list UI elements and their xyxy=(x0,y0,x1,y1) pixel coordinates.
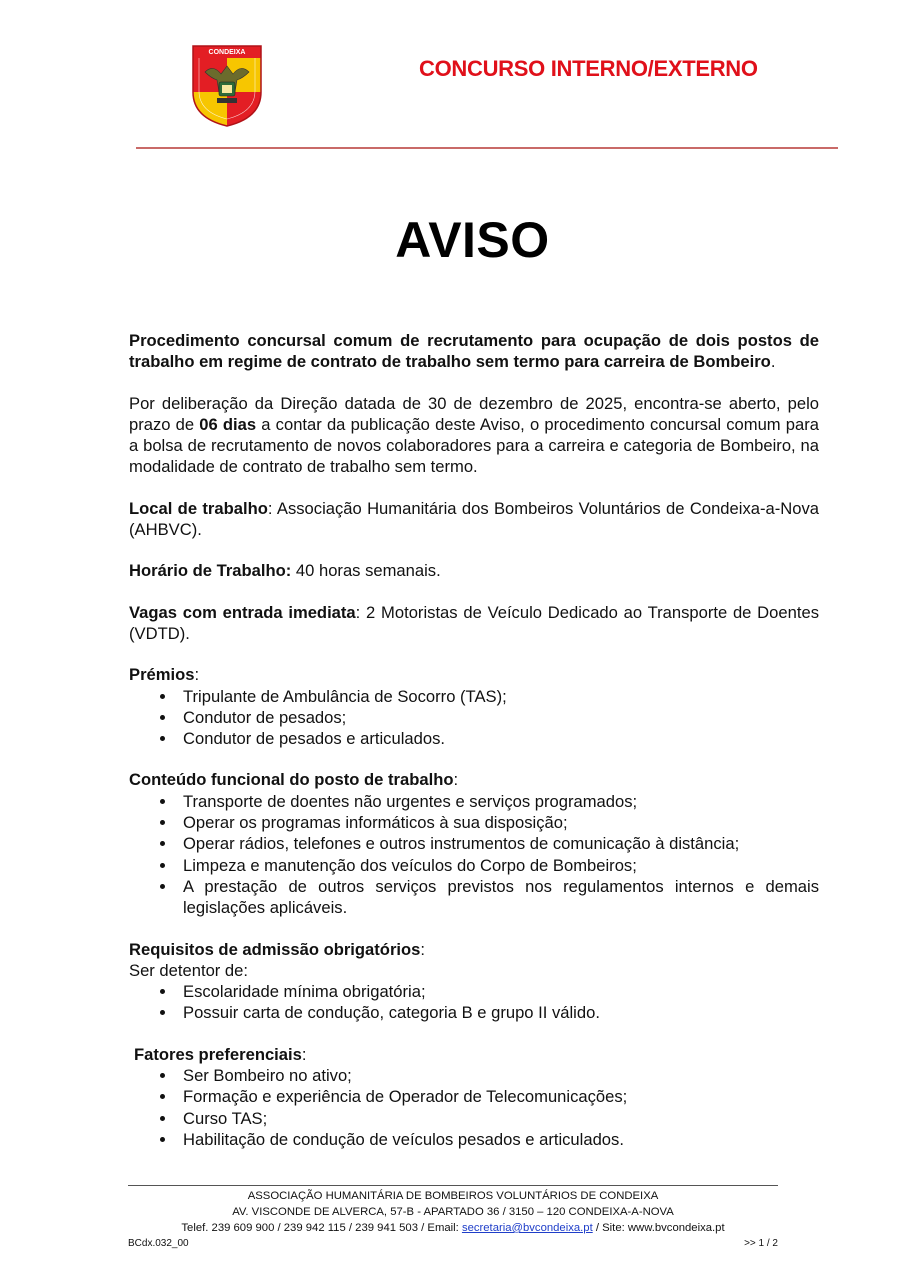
footer-address: AV. VISCONDE DE ALVERCA, 57-B - APARTADO 36 / 3150 – 120 CONDEIXA-A-NOVA xyxy=(232,1206,674,1218)
conteudo-list xyxy=(129,791,819,919)
footer-contacts: Telef. 239 609 900 / 239 942 115 / 239 941 503 / Email: secretaria@bvcondeixa.pt / Site: www.bvcondeixa.pt xyxy=(181,1222,725,1234)
list-item: Habilitação de condução de veículos pesados e articulados. xyxy=(129,1129,819,1150)
fire-brigade-emblem-icon xyxy=(191,44,263,128)
local-value: : Associação Humanitária dos Bombeiros Voluntários de Condeixa-a-Nova (AHBVC). xyxy=(129,498,819,540)
horario-label: Horário de Trabalho: xyxy=(129,561,292,581)
document-reference: BCdx.032_00 xyxy=(128,1238,189,1249)
list-item: Condutor de pesados; xyxy=(129,707,819,728)
list-item: Formação e experiência de Operador de Telecomunicações; xyxy=(129,1086,819,1107)
bullet-icon xyxy=(160,820,165,825)
header-divider xyxy=(136,147,838,149)
local-label: Local de trabalho xyxy=(129,498,268,518)
email-link[interactable]: secretaria@bvcondeixa.pt xyxy=(461,1222,593,1234)
requisitos-list xyxy=(129,981,819,1024)
intro-paragraph: Por deliberação da Direção datada de 30 de dezembro de 2025, encontra-se aberto, pelo prazo de 06 dias a contar da publicação deste Aviso, o procedimento concursal comum para a bolsa de recrutamento de novos colaboradores para a carreira e categoria de Bombeiro, na modalidade de contrato de trabalho sem termo. xyxy=(129,393,819,477)
list-item: Escolaridade mínima obrigatória; xyxy=(129,981,819,1002)
vagas-label: Vagas com entrada imediata xyxy=(129,602,356,622)
list-item: Ser Bombeiro no ativo; xyxy=(129,1065,819,1086)
list-item: A prestação de outros serviços previstos nos regulamentos internos e demais legislações aplicáveis. xyxy=(129,876,819,919)
footer xyxy=(128,1188,778,1236)
bullet-icon xyxy=(160,989,165,994)
bullet-icon xyxy=(160,1116,165,1121)
page-number: >> 1 / 2 xyxy=(744,1238,778,1249)
list-item: Transporte de doentes não urgentes e serviços programados; xyxy=(129,791,819,812)
list-item: Operar os programas informáticos à sua disposição; xyxy=(129,812,819,833)
bullet-icon xyxy=(160,1094,165,1099)
bullet-icon xyxy=(160,799,165,804)
bullet-icon xyxy=(160,1073,165,1078)
svg-text:CONDEIXA: CONDEIXA xyxy=(208,49,246,56)
header-title: CONCURSO INTERNO/EXTERNO xyxy=(419,56,758,81)
horario-trabalho xyxy=(129,560,819,581)
bullet-icon xyxy=(160,863,165,868)
footer-divider xyxy=(128,1185,778,1186)
fatores-heading: Fatores preferenciais: xyxy=(134,1044,307,1064)
list-item: Limpeza e manutenção dos veículos do Corpo de Bombeiros; xyxy=(129,855,819,876)
bullet-icon xyxy=(160,1137,165,1142)
list-item: Tripulante de Ambulância de Socorro (TAS); xyxy=(129,686,819,707)
horario-value: 40 horas semanais. xyxy=(291,561,441,581)
bullet-icon xyxy=(160,694,165,699)
list-item: Possuir carta de condução, categoria B e grupo II válido. xyxy=(129,1002,819,1023)
bullet-icon xyxy=(160,1010,165,1015)
page-title: AVISO xyxy=(395,212,550,268)
requisitos-heading: Requisitos de admissão obrigatórios: xyxy=(129,939,425,959)
footer-org-name: ASSOCIAÇÃO HUMANITÁRIA DE BOMBEIROS VOLUNTÁRIOS DE CONDEIXA xyxy=(247,1190,659,1202)
fatores-list xyxy=(129,1065,819,1150)
premios-heading: Prémios: xyxy=(129,665,200,685)
local-trabalho xyxy=(129,498,819,541)
conteudo-heading: Conteúdo funcional do posto de trabalho: xyxy=(129,770,459,790)
bullet-icon xyxy=(160,841,165,846)
vagas xyxy=(129,602,819,645)
list-item: Operar rádios, telefones e outros instrumentos de comunicação à distância; xyxy=(129,833,819,854)
bullet-icon xyxy=(160,736,165,741)
premios-list xyxy=(129,686,819,750)
requisitos-subtitle: Ser detentor de: xyxy=(129,960,249,980)
bullet-icon xyxy=(160,715,165,720)
list-item: Condutor de pesados e articulados. xyxy=(129,728,819,749)
bullet-icon xyxy=(160,884,165,889)
intro-heading: Procedimento concursal comum de recrutamento para ocupação de dois postos de trabalho em regime de contrato de trabalho sem termo para carreira de Bombeiro. xyxy=(129,331,819,372)
notice-body xyxy=(129,330,819,1150)
list-item: Curso TAS; xyxy=(129,1108,819,1129)
vagas-value: : 2 Motoristas de Veículo Dedicado ao Transporte de Doentes (VDTD). xyxy=(129,602,819,643)
